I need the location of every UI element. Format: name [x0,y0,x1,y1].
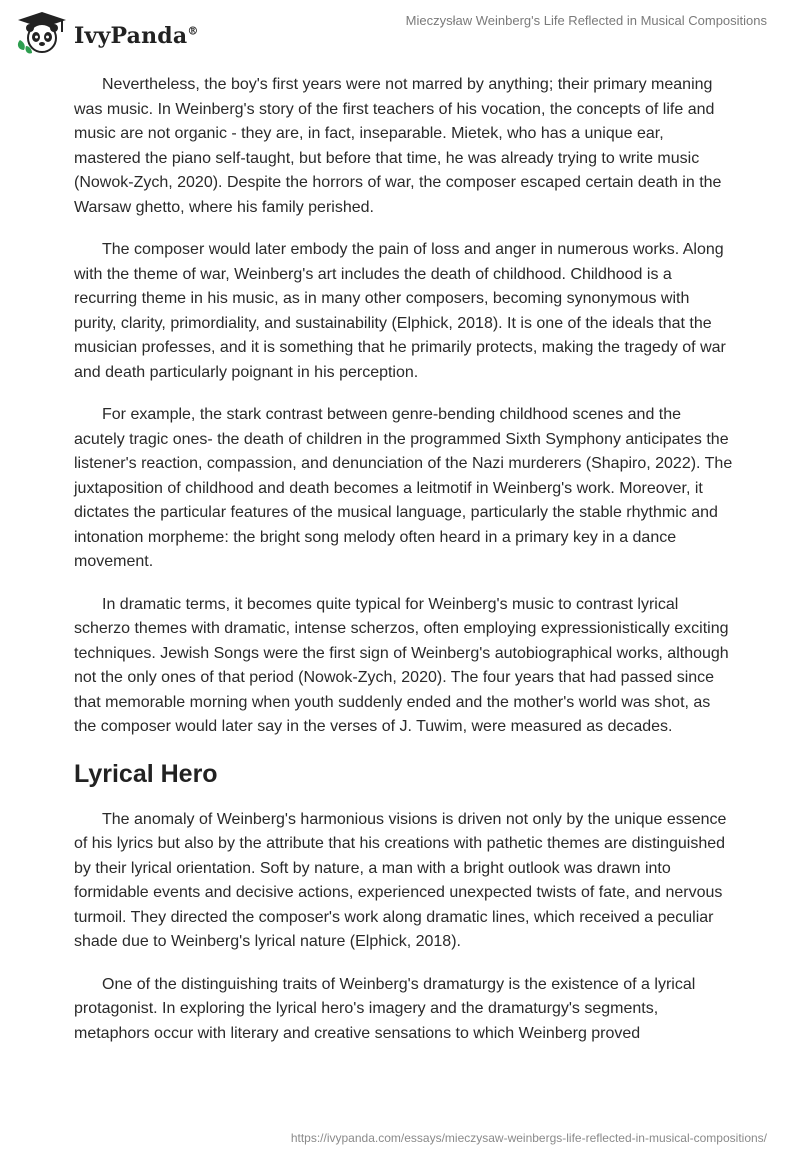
brand-name-text: IvyPanda [74,22,188,49]
page-header [0,0,800,70]
brand-name [74,23,199,49]
paragraph: One of the distinguishing traits of Weinberg's dramaturgy is the existence of a lyrical protagonist. In exploring the lyrical hero's imagery and the dramaturgy's segments, metaphors occur with literary and creative sensations to which Weinberg proved [74,975,696,1042]
panda-graduate-icon [14,10,70,61]
ivypanda-logo[interactable] [14,10,199,61]
document-title: Mieczysław Weinberg's Life Reflected in Musical Compositions [405,13,767,28]
essay-body [74,73,734,1064]
source-url[interactable]: https://ivypanda.com/essays/mieczysaw-weinbergs-life-reflected-in-musical-compositions/ [290,1131,767,1145]
paragraph: In dramatic terms, it becomes quite typical for Weinberg's music to contrast lyrical scherzo themes with dramatic, intense scherzos, often employing expressionistically exciting techniques. Jewish Songs were the first sign of Weinberg's autobiographical works, although not the only ones of that period (Nowok-Zych, 2020). The four years that had passed since that memorable morning when youth suddenly ended and the mother's world was shot, as the composer would later say in the verses of J. Tuwim, were measured as decades. [74,595,729,735]
paragraph: Nevertheless, the boy's first years were not marred by anything; their primary meaning was music. In Weinberg's story of the first teachers of his vocation, the concepts of life and music are not organic - they are, in fact, inseparable. Mietek, who has a unique ear, mastered the piano self-taught, but before that time, he was already trying to write music (Nowok-Zych, 2020). Despite the horrors of war, the composer escaped certain death in the Warsaw ghetto, where his family perished. [74,76,722,216]
section-heading: Lyrical Hero [74,759,218,788]
paragraph: For example, the stark contrast between genre-bending childhood scenes and the acutely tragic ones- the death of children in the programmed Sixth Symphony anticipates the listener's reaction, compassion, and denunciation of the Nazi murderers (Shapiro, 2022). The juxtaposition of childhood and death becomes a leitmotif in Weinberg's work. Moreover, it dictates the particular features of the musical language, particularly the stable rhythmic and intonation morpheme: the bright song melody often heard in a primary key in a dance movement. [74,406,733,570]
registered-mark: ® [187,24,199,38]
paragraph: The anomaly of Weinberg's harmonious visions is driven not only by the unique essence of his lyrics but also by the attribute that his creations with pathetic themes are distinguished by their lyrical orientation. Soft by nature, a man with a bright outlook was drawn into formidable events and decisive actions, experienced unexpected twists of fate, and nervous turmoil. They directed the composer's work along dramatic lines, which received a peculiar shade due to Weinberg's lyrical nature (Elphick, 2018). [74,810,727,950]
paragraph: The composer would later embody the pain of loss and anger in numerous works. Along with the theme of war, Weinberg's art includes the death of childhood. Childhood is a recurring theme in his music, as in many other composers, becoming synonymous with purity, clarity, primordiality, and sustainability (Elphick, 2018). It is one of the ideals that the musician professes, and it is something that he primarily protects, making the tragedy of war and death particularly poignant in his perception. [74,241,726,381]
